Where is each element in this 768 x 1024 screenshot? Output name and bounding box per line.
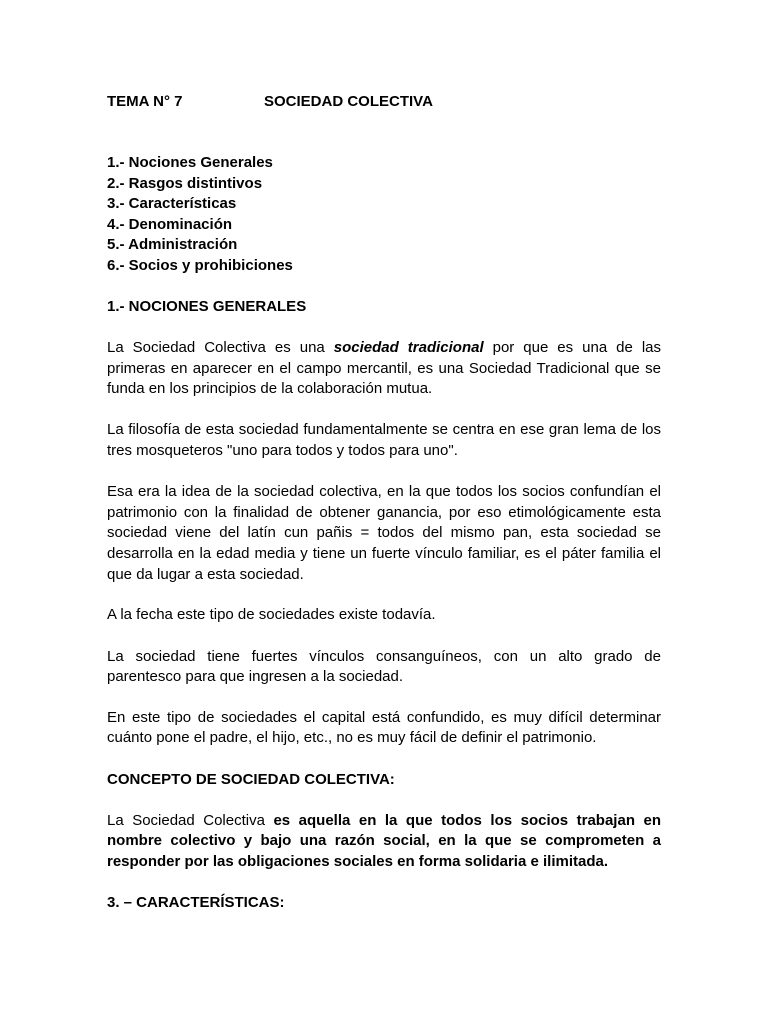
toc-item: 1.- Nociones Generales xyxy=(107,154,273,171)
emphasis-text: sociedad tradicional xyxy=(333,339,484,357)
paragraph-text: La Sociedad Colectiva es una xyxy=(107,339,334,357)
toc-item: 2.- Rasgos distintivos xyxy=(107,174,263,192)
paragraph: La filosofía de esta sociedad fundamentalmente se centra en ese gran lema de los tres mosqueteros "uno para todos y todos para uno". xyxy=(107,420,661,459)
section-heading-caracteristicas: 3. – CARACTERÍSTICAS: xyxy=(107,894,285,912)
paragraph xyxy=(107,811,661,873)
paragraph: Esa era la idea de la sociedad colectiva, en la que todos los socios confundían el patrimonio con la finalidad de obtener ganancia, por eso etimológicamente esta sociedad viene del latín cun pañis = todos del mismo pan, esta sociedad se desarrolla en la edad media y tiene un fuerte vínculo familiar, es el páter familia el que da lugar a esta sociedad. xyxy=(107,483,661,583)
section-heading-concepto: CONCEPTO DE SOCIEDAD COLECTIVA: xyxy=(107,771,395,789)
toc-item: 4.- Denominación xyxy=(107,215,233,233)
topic-title: SOCIEDAD COLECTIVA xyxy=(264,93,433,110)
toc-item: 3.- Características xyxy=(107,195,237,213)
toc-item: 5.- Administración xyxy=(107,236,238,254)
document-title-row xyxy=(107,92,661,113)
table-of-contents xyxy=(107,153,661,277)
section-heading-nociones: 1.- NOCIONES GENERALES xyxy=(107,297,307,315)
paragraph: A la fecha este tipo de sociedades existe todavía. xyxy=(107,606,436,624)
paragraph xyxy=(107,338,661,400)
paragraph: La sociedad tiene fuertes vínculos consanguíneos, con un alto grado de parentesco para que ingresen a la sociedad. xyxy=(107,647,661,686)
paragraph-text: por que es una de las primeras en aparecer en el campo mercantil, es una Sociedad Tradicional que se funda en los principios de la colaboración mutua. xyxy=(107,339,661,398)
topic-number: TEMA N° 7 xyxy=(107,93,183,110)
document-page xyxy=(107,92,661,914)
paragraph-text: La Sociedad Colectiva xyxy=(107,811,274,829)
bold-definition-text: es aquella en la que todos los socios trabajan en nombre colectivo y bajo una razón social, en la que se comprometen a responder por las obligaciones sociales en forma solidaria e ilimitada. xyxy=(107,811,661,870)
toc-item: 6.- Socios y prohibiciones xyxy=(107,256,293,274)
paragraph: En este tipo de sociedades el capital está confundido, es muy difícil determinar cuánto pone el padre, el hijo, etc., no es muy fácil de definir el patrimonio. xyxy=(107,708,661,747)
